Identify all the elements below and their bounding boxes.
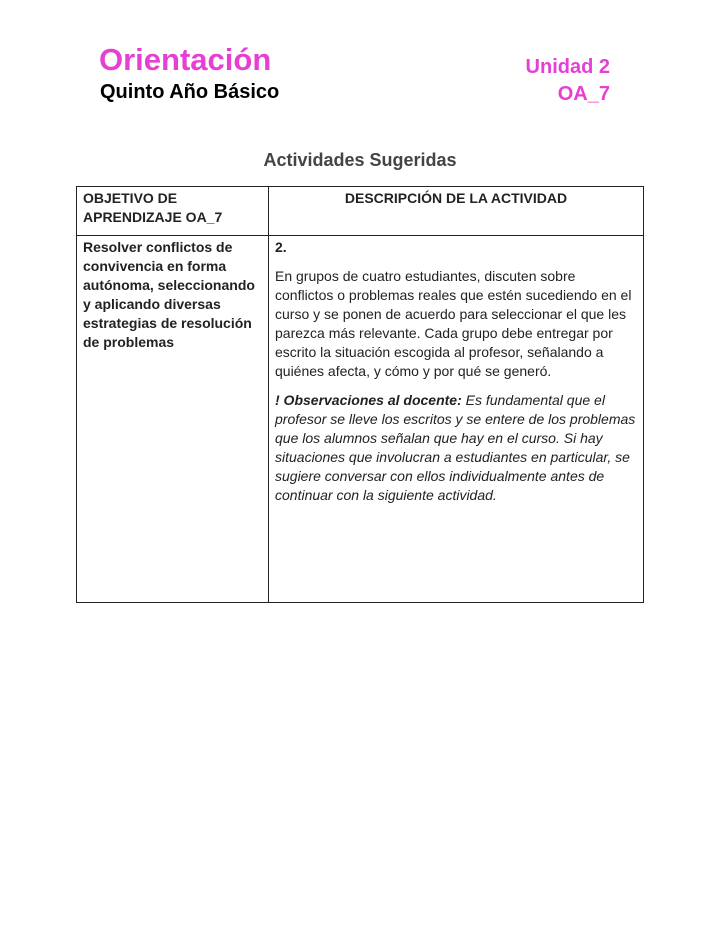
table-header-row [77,187,644,236]
teacher-note [275,391,637,505]
note-label: ! Observaciones al docente: [275,392,462,408]
description-header: DESCRIPCIÓN DE LA ACTIVIDAD [269,187,644,236]
activities-table [76,186,644,603]
oa-code: OA_7 [557,83,610,105]
subject-title: Orientación [99,42,272,77]
note-text: Es fundamental que el profesor se lleve los escritos y se entere de los problemas que los alumnos señalan que hay en el curso. Si hay situaciones que involucran a estudiantes en particular, se sugiere conversar con ellos individualmente antes de continuar con la siguiente actividad. [275,392,636,503]
unit-number: Unidad 2 [525,56,610,78]
description-cell [269,236,644,603]
objective-cell: Resolver conflictos de convivencia en forma autónoma, seleccionando y aplicando diversas estrategias de resolución de problemas [77,236,269,603]
objective-header: OBJETIVO DE APRENDIZAJE OA_7 [77,187,269,236]
activity-text: En grupos de cuatro estudiantes, discuten sobre conflictos o problemas reales que estén sucediendo en el curso y se ponen de acuerdo para seleccionar el que les parezca más relevante. Cada grupo debe entregar por escrito la situación escogida al profesor, señalando a quiénes afecta, y cómo y por qué se generó. [275,268,632,379]
unit-label [526,54,610,108]
table-row [77,236,644,603]
section-heading: Actividades Sugeridas [263,150,457,170]
grade-subtitle: Quinto Año Básico [100,81,280,103]
activity-number: 2. [275,239,287,255]
